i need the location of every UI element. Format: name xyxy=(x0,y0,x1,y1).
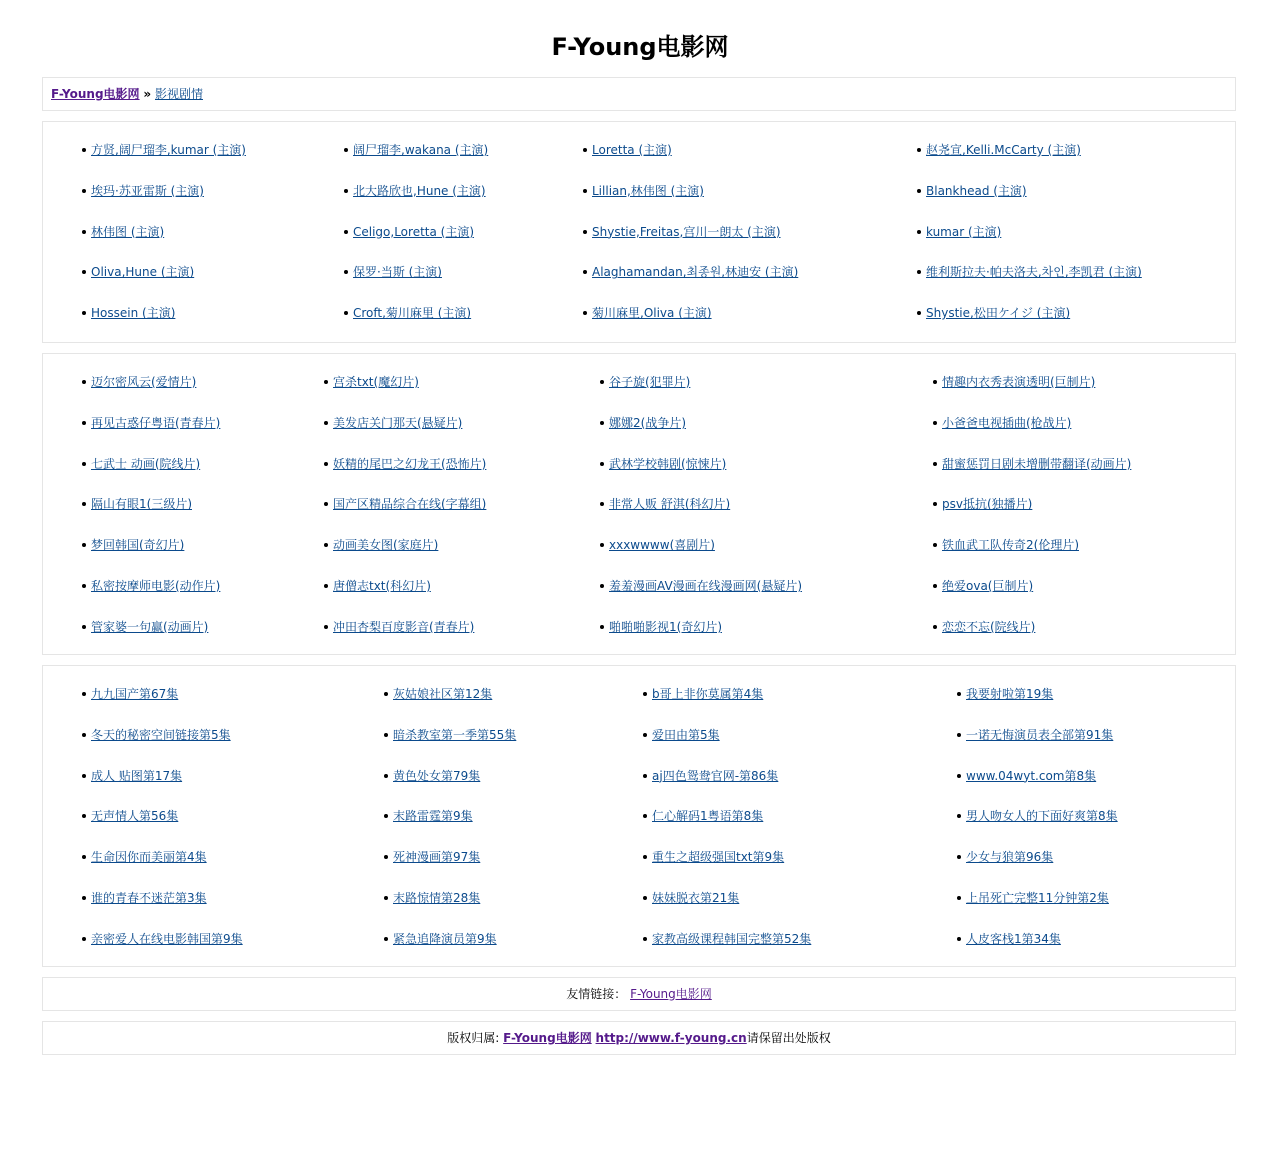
actor-link[interactable]: Shystie,Freitas,宫川一朗太 (主演) xyxy=(592,224,781,239)
actor-link[interactable]: Hossein (主演) xyxy=(91,306,176,321)
actor-link[interactable]: 维利斯拉夫·帕夫洛夫,차인,李凯君 (主演) xyxy=(926,265,1142,280)
list-item xyxy=(393,849,480,865)
episode-list-section xyxy=(42,665,1236,967)
friend-links xyxy=(42,977,1236,1011)
episode-link[interactable]: 无声情人第56集 xyxy=(91,809,179,824)
episode-link[interactable]: aj四色鸳鸯官网-第86集 xyxy=(652,768,779,783)
episode-link[interactable]: 暗杀教室第一季第55集 xyxy=(393,727,517,742)
list-item xyxy=(966,727,1113,743)
movie-link[interactable]: 娜娜2(战争片) xyxy=(609,415,686,430)
list-item xyxy=(926,305,1070,321)
list-item xyxy=(966,931,1061,947)
episode-link[interactable]: b哥上非你莫属第4集 xyxy=(652,687,764,701)
list-item xyxy=(91,890,207,906)
list-item xyxy=(942,374,1095,390)
actor-link[interactable]: Lillian,林伟图 (主演) xyxy=(592,183,704,198)
movie-link[interactable]: 唐僧志txt(科幻片) xyxy=(333,579,431,593)
list-item xyxy=(91,619,208,635)
friend-links-label: 友情链接： xyxy=(566,987,627,1001)
movie-link[interactable]: 七武士 动画(院线片) xyxy=(91,456,201,471)
list-item xyxy=(609,578,802,594)
movie-link[interactable]: 恋恋不忘(院线片) xyxy=(942,619,1036,634)
list-item xyxy=(609,415,686,431)
list-item xyxy=(592,183,704,199)
breadcrumb-separator: » xyxy=(143,87,152,101)
movie-link[interactable]: 国产区精品综合在线(字幕组) xyxy=(333,497,487,512)
list-item xyxy=(652,931,811,947)
list-item xyxy=(393,768,480,784)
movie-link[interactable]: 情趣内衣秀表演透明(巨制片) xyxy=(942,375,1096,389)
movie-link[interactable]: 武林学校韩剧(惊悚片) xyxy=(609,456,727,471)
list-item xyxy=(609,374,690,390)
movie-link[interactable]: 动画美女图(家庭片) xyxy=(333,538,439,553)
list-item xyxy=(91,686,178,702)
actor-link[interactable]: 方贤,阔尸瑠李,kumar (主演) xyxy=(91,143,246,157)
list-item xyxy=(91,849,207,865)
list-item xyxy=(353,224,474,240)
list-item xyxy=(926,224,1001,240)
episode-link[interactable]: 成人 贴图第17集 xyxy=(91,768,183,783)
actor-link[interactable]: 赵尧宣,Kelli.McCarty (主演) xyxy=(926,143,1081,157)
movie-link[interactable]: 迈尔密风云(爱情片) xyxy=(91,375,197,389)
episode-link[interactable]: 亲密爱人在线电影韩国第9集 xyxy=(91,931,243,946)
list-item xyxy=(652,727,720,743)
episode-link[interactable]: 末路惊情第28集 xyxy=(393,891,481,905)
friend-link[interactable]: F-Young电影网 xyxy=(630,987,712,1001)
list-item xyxy=(91,183,204,199)
episode-link[interactable]: 仁心解码1粤语第8集 xyxy=(652,809,764,824)
list-item xyxy=(393,890,480,906)
list-item xyxy=(333,537,438,553)
list-item xyxy=(393,686,492,702)
list-item xyxy=(91,456,200,472)
list-item xyxy=(966,686,1053,702)
movie-link[interactable]: 再见古惑仔粤语(青春片) xyxy=(91,415,221,430)
list-item xyxy=(91,415,220,431)
actor-list-section xyxy=(42,121,1236,343)
movie-link[interactable]: 妖精的尾巴之幻龙王(恐怖片) xyxy=(333,456,487,471)
actor-link[interactable]: Alaghamandan,최종원,林迪安 (主演) xyxy=(592,265,799,280)
movie-link[interactable]: 羞羞漫画AV漫画在线漫画网(悬疑片) xyxy=(609,579,803,593)
actor-link[interactable]: Loretta (主演) xyxy=(592,143,672,157)
list-item xyxy=(966,849,1053,865)
episode-link[interactable]: 九九国产第67集 xyxy=(91,687,179,701)
list-item xyxy=(942,415,1071,431)
list-item xyxy=(333,619,474,635)
episode-link[interactable]: 紧急追降演员第9集 xyxy=(393,931,497,946)
movie-link[interactable]: 铁血武工队传奇2(伦理片) xyxy=(942,538,1079,553)
breadcrumb xyxy=(42,77,1236,111)
actor-link[interactable]: 阔尸瑠李,wakana (主演) xyxy=(353,143,489,157)
movie-link[interactable]: 私密按摩师电影(动作片) xyxy=(91,579,221,593)
movie-link[interactable]: 非常人贩 舒淇(科幻片) xyxy=(609,497,731,512)
list-item xyxy=(91,768,182,784)
list-item xyxy=(926,264,1142,280)
episode-link[interactable]: 上吊死亡完整11分钟第2集 xyxy=(966,891,1109,905)
episode-link[interactable]: 人皮客栈1第34集 xyxy=(966,931,1061,946)
list-item xyxy=(91,537,184,553)
list-item xyxy=(609,496,730,512)
list-item xyxy=(353,183,486,199)
actor-link[interactable]: Celigo,Loretta (主演) xyxy=(353,224,475,239)
list-item xyxy=(91,264,194,280)
episode-link[interactable]: 我要射啦第19集 xyxy=(966,687,1054,701)
list-item xyxy=(91,496,192,512)
episode-link[interactable]: 黄色处女第79集 xyxy=(393,768,481,783)
copyright-suffix: 请保留出处版权 xyxy=(746,1031,831,1045)
breadcrumb-current-link[interactable]: 影视剧情 xyxy=(154,87,203,101)
movie-link[interactable]: 绝爱ova(巨制片) xyxy=(942,579,1034,593)
episode-link[interactable]: 爱田由第5集 xyxy=(652,727,720,742)
list-item xyxy=(966,768,1096,784)
list-item xyxy=(393,808,473,824)
list-item xyxy=(333,456,486,472)
movie-link[interactable]: 啪啪啪影视1(奇幻片) xyxy=(609,619,722,634)
list-item xyxy=(333,415,462,431)
movie-link[interactable]: psv抵抗(独播片) xyxy=(942,497,1033,512)
episode-link[interactable]: 重生之超级强国txt第9集 xyxy=(652,850,785,865)
list-item xyxy=(942,537,1079,553)
list-item xyxy=(592,264,798,280)
episode-link[interactable]: www.04wyt.com第8集 xyxy=(966,768,1097,783)
list-item xyxy=(91,931,243,947)
list-item xyxy=(609,456,726,472)
list-item xyxy=(91,374,196,390)
episode-link[interactable]: 死神漫画第97集 xyxy=(393,850,481,865)
list-item xyxy=(966,808,1118,824)
movie-link[interactable]: 梦回韩国(奇幻片) xyxy=(91,538,185,553)
actor-link[interactable]: 保罗·当斯 (主演) xyxy=(353,265,442,280)
list-item xyxy=(592,142,672,158)
episode-link[interactable]: 家教高级课程韩国完整第52集 xyxy=(652,931,812,946)
episode-link[interactable]: 灰姑娘社区第12集 xyxy=(393,687,493,701)
copyright-footer xyxy=(42,1021,1236,1055)
list-item xyxy=(942,496,1032,512)
list-item xyxy=(926,142,1081,158)
movie-link[interactable]: 小爸爸电视插曲(枪战片) xyxy=(942,415,1072,430)
list-item xyxy=(393,727,516,743)
movie-link[interactable]: 宫杀txt(魔幻片) xyxy=(333,375,419,389)
actor-link[interactable]: 林伟图 (主演) xyxy=(91,224,165,239)
list-item xyxy=(966,890,1109,906)
list-item xyxy=(91,224,164,240)
actor-link[interactable]: Oliva,Hune (主演) xyxy=(91,265,195,280)
list-item xyxy=(942,456,1131,472)
actor-link[interactable]: Croft,菊川麻里 (主演) xyxy=(353,306,472,321)
list-item xyxy=(91,305,175,321)
episode-link[interactable]: 冬天的秘密空间链接第5集 xyxy=(91,727,231,742)
actor-link[interactable]: 埃玛·苏亚雷斯 (主演) xyxy=(91,183,204,198)
episode-link[interactable]: 生命因你而美丽第4集 xyxy=(91,850,207,865)
copyright-prefix: 版权归属: xyxy=(447,1031,504,1045)
list-item xyxy=(652,686,763,702)
episode-link[interactable]: 末路雷霆第9集 xyxy=(393,809,473,824)
list-item xyxy=(609,619,722,635)
list-item xyxy=(91,578,220,594)
list-item xyxy=(91,808,178,824)
movie-link[interactable]: 冲田杏梨百度影音(青春片) xyxy=(333,619,475,634)
list-item xyxy=(592,305,712,321)
episode-link[interactable]: 一诺无悔演员表全部第91集 xyxy=(966,727,1114,742)
list-item xyxy=(652,890,739,906)
list-item xyxy=(353,305,471,321)
movie-link[interactable]: xxxwwww(喜剧片) xyxy=(609,538,715,553)
movie-link[interactable]: 谷子旋(犯罪片) xyxy=(609,375,691,389)
list-item xyxy=(652,768,778,784)
list-item xyxy=(942,619,1035,635)
actor-link[interactable]: Shystie,松田ケイジ (主演) xyxy=(926,306,1071,321)
list-item xyxy=(333,374,419,390)
list-item xyxy=(353,142,488,158)
list-item xyxy=(333,578,431,594)
list-item xyxy=(652,808,763,824)
copyright-url-link[interactable]: http://www.f-young.cn xyxy=(595,1031,747,1045)
episode-link[interactable]: 少女与狼第96集 xyxy=(966,850,1054,865)
movie-list-section xyxy=(42,353,1236,655)
breadcrumb-home-link[interactable]: F-Young电影网 xyxy=(51,87,140,101)
list-item xyxy=(592,224,781,240)
list-item xyxy=(926,183,1027,199)
list-item xyxy=(91,142,246,158)
actor-link[interactable]: 菊川麻里,Oliva (主演) xyxy=(592,306,712,321)
list-item xyxy=(652,849,784,865)
movie-link[interactable]: 甜蜜惩罚日剧未增删带翻译(动画片) xyxy=(942,456,1132,471)
list-item xyxy=(609,537,715,553)
list-item xyxy=(91,727,231,743)
movie-link[interactable]: 隔山有眼1(三级片) xyxy=(91,497,192,512)
list-item xyxy=(353,264,442,280)
actor-link[interactable]: Blankhead (主演) xyxy=(926,183,1027,198)
actor-link[interactable]: kumar (主演) xyxy=(926,224,1002,239)
episode-link[interactable]: 男人吻女人的下面好爽第8集 xyxy=(966,809,1118,824)
episode-link[interactable]: 谁的青春不迷茫第3集 xyxy=(91,891,207,905)
copyright-site-link[interactable]: F-Young电影网 xyxy=(503,1031,592,1045)
list-item xyxy=(393,931,497,947)
list-item xyxy=(333,496,486,512)
movie-link[interactable]: 管家婆一句赢(动画片) xyxy=(91,619,209,634)
list-item xyxy=(942,578,1033,594)
episode-link[interactable]: 妹妹脱衣第21集 xyxy=(652,891,740,905)
actor-link[interactable]: 北大路欣也,Hune (主演) xyxy=(353,183,486,198)
site-title: F-Young电影网 xyxy=(551,33,729,61)
movie-link[interactable]: 美发店关门那天(悬疑片) xyxy=(333,415,463,430)
